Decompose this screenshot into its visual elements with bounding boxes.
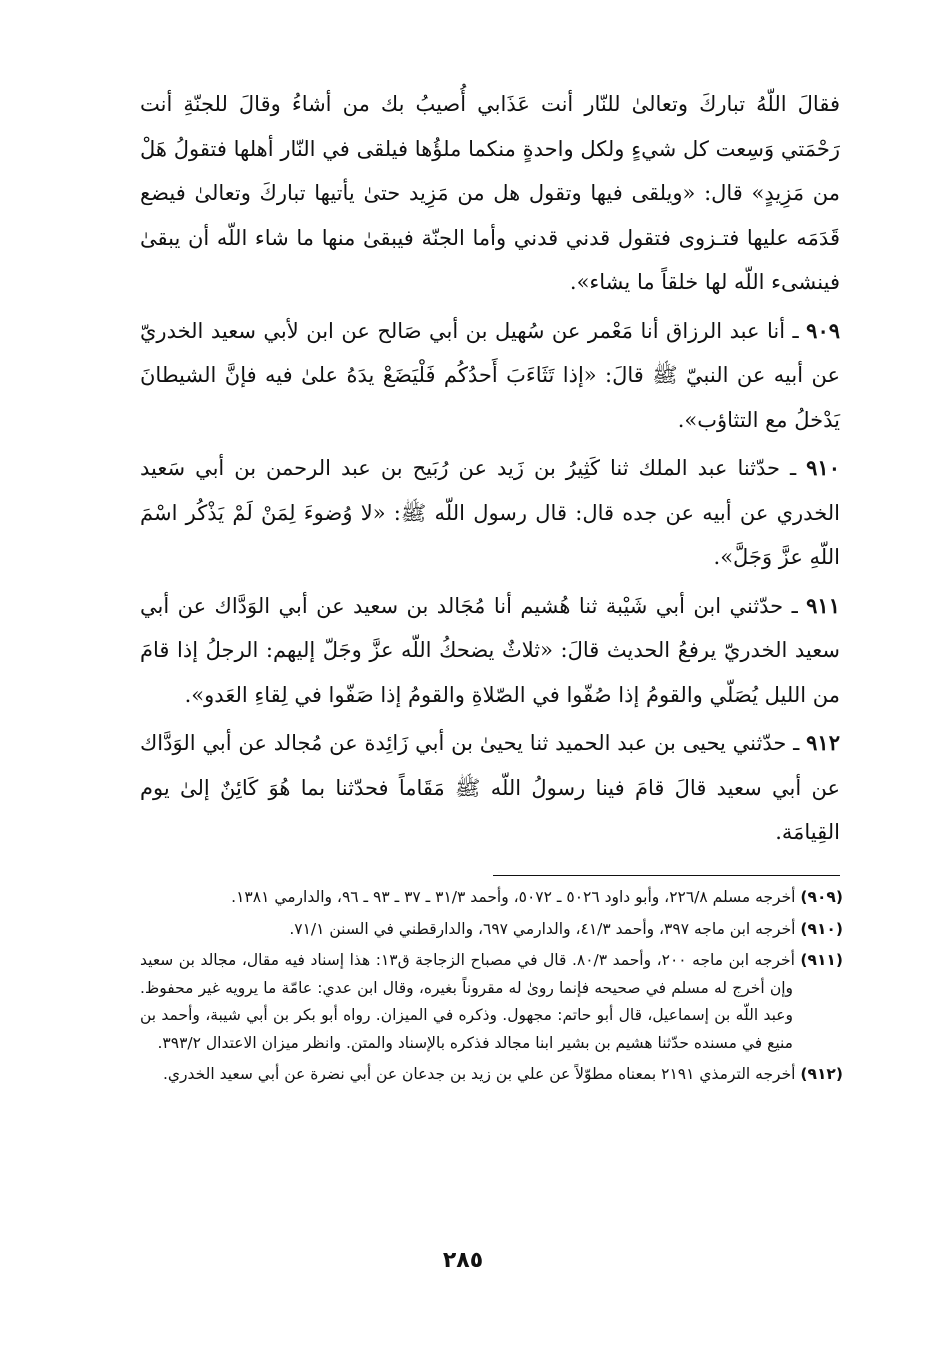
- footnote-ref: (٩١٠): [800, 919, 843, 938]
- hadith-910: [140, 446, 840, 580]
- hadith-909: [140, 309, 840, 443]
- footnote-text: أخرجه مسلم ٢٢٦/٨، وأبو داود ٥٠٢٦ ـ ٥٠٧٢، وأحمد ٣١/٣ ـ ٣٧ ـ ٩٣ ـ ٩٦، والدارمي ١٣٨١.: [231, 888, 796, 906]
- hadith-911: [140, 584, 840, 718]
- main-text-body: [140, 82, 840, 855]
- page-number: ٢٨٥: [442, 1248, 484, 1273]
- hadith-text: ـ حدّثنا عبد الملك ثنا كَثِيرُ بن زَيد عن رُبَيح بن عبد الرحمن بن أبي سَعيد الخدري عن أبيه عن جده قال: قال رسول اللّه ﷺ: «لا وُضوءَ لِمَنْ لَمْ يَذْكُر اسْمَ اللّهِ عزَّ وَجَلَّ».: [140, 456, 840, 569]
- footnote-divider: [493, 875, 840, 876]
- footnotes-section: [140, 884, 843, 1093]
- hadith-text: ـ حدّثني يحيى بن عبد الحميد ثنا يحيىٰ بن أبي زَائِدة عن مُجالد عن أبي الوَدَّاك عن أبي سعيد قالَ قامَ فينا رسولُ اللّه ﷺ مَقَاماً فحدّثنا بما هُوَ كَائِنٌ إلىٰ يوم القِيامَة.: [140, 731, 840, 844]
- hadith-text: ـ حدّثني ابن أبي شَيْبة ثنا هُشيم أنا مُجَالد بن سعيد عن أبي الوَدَّاك عن أبي سعيد الخدريّ يرفعُ الحديث قالَ: «ثلاثٌ يضحكُ اللّه عزَّ وجَلّ إليهم: الرجلُ إذا قامَ من الليل يُصَلّي والقومُ إذا صُفّوا في الصّلاةِ والقومُ إذا صَفّوا في لِقاءِ العَدو».: [140, 593, 840, 707]
- footnote-text: أخرجه ابن ماجه ٢٠٠، وأحمد ٨٠/٣. قال في مصباح الزجاجة ق١٣: هذا إسناد فيه مقال، مجالد بن سعيد وإن أخرج له مسلم في صحيحه فإنما روىٰ له مقروناً بغيره، وقال ابن عدي: عامّة ما يرويه غير محفوظ. وعبد اللّه بن إسماعيل، قال أبو حاتم: مجهول. وذكره في الميزان. رواه أبو بكر بن أبي شيبة، وأحمد بن منيع في مسنده حدّثنا هشيم بن بشير ابنا مجالد فذكره بالإسناد والمتن. وانظر ميزان الاعتدال ٣٩٣/٢.: [140, 951, 795, 1052]
- footnote-ref: (٩٠٩): [800, 888, 843, 906]
- hadith-number: ٩١٢: [806, 730, 840, 755]
- hadith-number: ٩١١: [806, 592, 840, 618]
- footnote-909: [140, 884, 843, 912]
- hadith-text: ـ أنا عبد الرزاق أنا مَعْمر عن سُهيل بن أبي صَالح عن ابن لأبي سعيد الخدريّ عن أبيه عن النبيّ ﷺ قالَ: «إذا تَثَاءَبَ أَحدُكُم فَلْيَضَعْ يدَهُ علىٰ فيه فإنَّ الشيطانَ يَدْخلُ مع التثاؤب».: [140, 318, 840, 432]
- hadith-912: [140, 721, 840, 855]
- footnote-911: [140, 947, 843, 1057]
- footnote-912: [140, 1061, 843, 1089]
- footnote-ref: (٩١٢): [800, 1065, 843, 1083]
- footnote-text: أخرجه ابن ماجه ٣٩٧، وأحمد ٤١/٣، والدارمي ٦٩٧، والدارقطني في السنن ٧١/١.: [289, 919, 796, 938]
- intro-paragraph: فقالَ اللّهُ تباركَ وتعالىٰ للنّار أنت عَذَابي أُصيبُ بك من أشاءُ وقالَ للجنّةِ أنت رَحْمَتي وَسِعت كل شيءٍ ولكل واحدةٍ منكما ملؤُها فيلقى في النّار أهلها فتقولُ هَلْ من مَزِيدٍ» قال: «ويلقى فيها وتقول هل من مَزِيد حتىٰ يأتيها تباركَ وتعالىٰ فيضع قَدَمَه عليها فتـزوى فتقول قدني قدني وأما الجنّة فيبقىٰ منها ما شاء اللّه أن يبقىٰ فينشىء اللّه لها خلقاً ما يشاء».: [140, 92, 840, 294]
- footnote-text: أخرجه الترمذي ٢١٩١ بمعناه مطوّلاً عن علي بن زيد بن جدعان عن أبي نضرة عن أبي سعيد الخدري.: [162, 1065, 796, 1083]
- footnote-ref: (٩١١): [800, 951, 843, 969]
- footnote-910: [140, 916, 843, 944]
- hadith-number: ٩١٠: [806, 455, 840, 480]
- hadith-number: ٩٠٩: [806, 317, 841, 343]
